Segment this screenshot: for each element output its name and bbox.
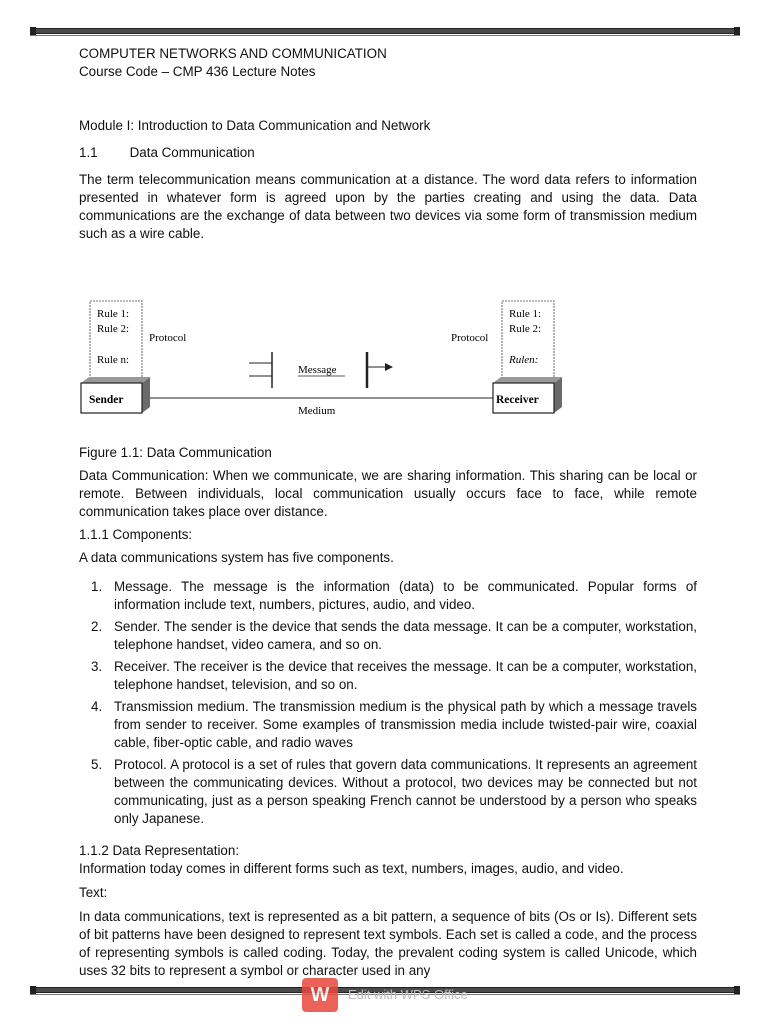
left-rule-2: Rule 2: [97,323,130,335]
section-title: Data Communication [129,145,255,160]
left-protocol-label: Protocol [149,332,187,344]
figure-caption: Figure 1.1: Data Communication [79,445,272,460]
list-item: 5. Protocol. A protocol is a set of rules that govern data communications. It represents an agreement between the communicating devices. Without a protocol, two devices may be connected but not communicating, just as a person speaking French cannot be understood by a person who speaks only Japanese. [91,757,697,826]
list-item: 2. Sender. The sender is the device that sends the data message. It can be a computer, workstation, telephone handset, video camera, and so on. [91,619,697,652]
section-number: 1.1 [79,145,98,160]
receiver-label: Receiver [496,394,539,406]
wps-logo-icon[interactable]: W [302,978,338,1012]
right-rule-2: Rule 2: [509,323,542,335]
page-content [79,45,697,980]
left-rule-1: Rule 1: [97,308,130,320]
course-code: Course Code – CMP 436 Lecture Notes [79,64,316,79]
definition-paragraph [79,467,697,521]
right-protocol-label: Protocol [451,332,489,344]
section-heading [79,144,697,162]
sender-label: Sender [89,394,124,406]
components-list [79,578,697,828]
components-intro: A data communications system has five components. [79,550,394,565]
list-item: 3. Receiver. The receiver is the device that receives the message. It can be a computer, workstation, telephone handset, television, and so on. [91,659,697,692]
message-label: Message [298,364,337,376]
figure-diagram [79,301,559,431]
definition-text: When we communicate, we are sharing information. This sharing can be local or remote. Between individuals, local communication usually occurs face to face, while remote communication takes place over distance. [79,468,697,519]
data-communication-figure [79,301,697,431]
top-page-border [30,28,740,37]
representation-heading: 1.1.2 Data Representation: [79,843,240,858]
left-rule-n: Rule n: [97,354,130,366]
document-title: COMPUTER NETWORKS AND COMMUNICATION [79,46,387,61]
list-item: 4. Transmission medium. The transmission medium is the physical path by which a message travels from sender to receiver. Some examples of transmission media include twisted-pair wire, coaxial cable, fiber-optic cable, and radio waves [91,699,697,750]
representation-intro: Information today comes in different forms such as text, numbers, images, audio, and video. [79,861,624,876]
text-paragraph: In data communications, text is represented as a bit pattern, a sequence of bits (Os or Is). Different sets of bit patterns have been designed to represent text symbols. Each set is called a code, and the process of representing symbols is called coding. Today, the prevalent coding system is called Unicode, which uses 32 bits to represent a symbol or character used in any [79,909,697,978]
list-item: 1. Message. The message is the information (data) to be communicated. Popular forms of information include text, numbers, pictures, audio, and video. [91,579,697,612]
wps-watermark-text[interactable]: Edit with WPS Office [348,987,468,1002]
right-rule-n: Rulen: [509,354,539,366]
text-label: Text: [79,885,108,900]
medium-label: Medium [298,405,336,417]
right-rule-1: Rule 1: [509,308,542,320]
intro-paragraph: The term telecommunication means communication at a distance. The word data refers to information presented in whatever form is agreed upon by the parties creating and using the data. Data communications are the exchange of data between two devices via some form of transmission medium such as a wire cable. [79,172,697,241]
components-heading: 1.1.1 Components: [79,527,193,542]
module-title: Module I: Introduction to Data Communication and Network [79,118,431,133]
definition-term: Data Communication: [79,468,209,483]
